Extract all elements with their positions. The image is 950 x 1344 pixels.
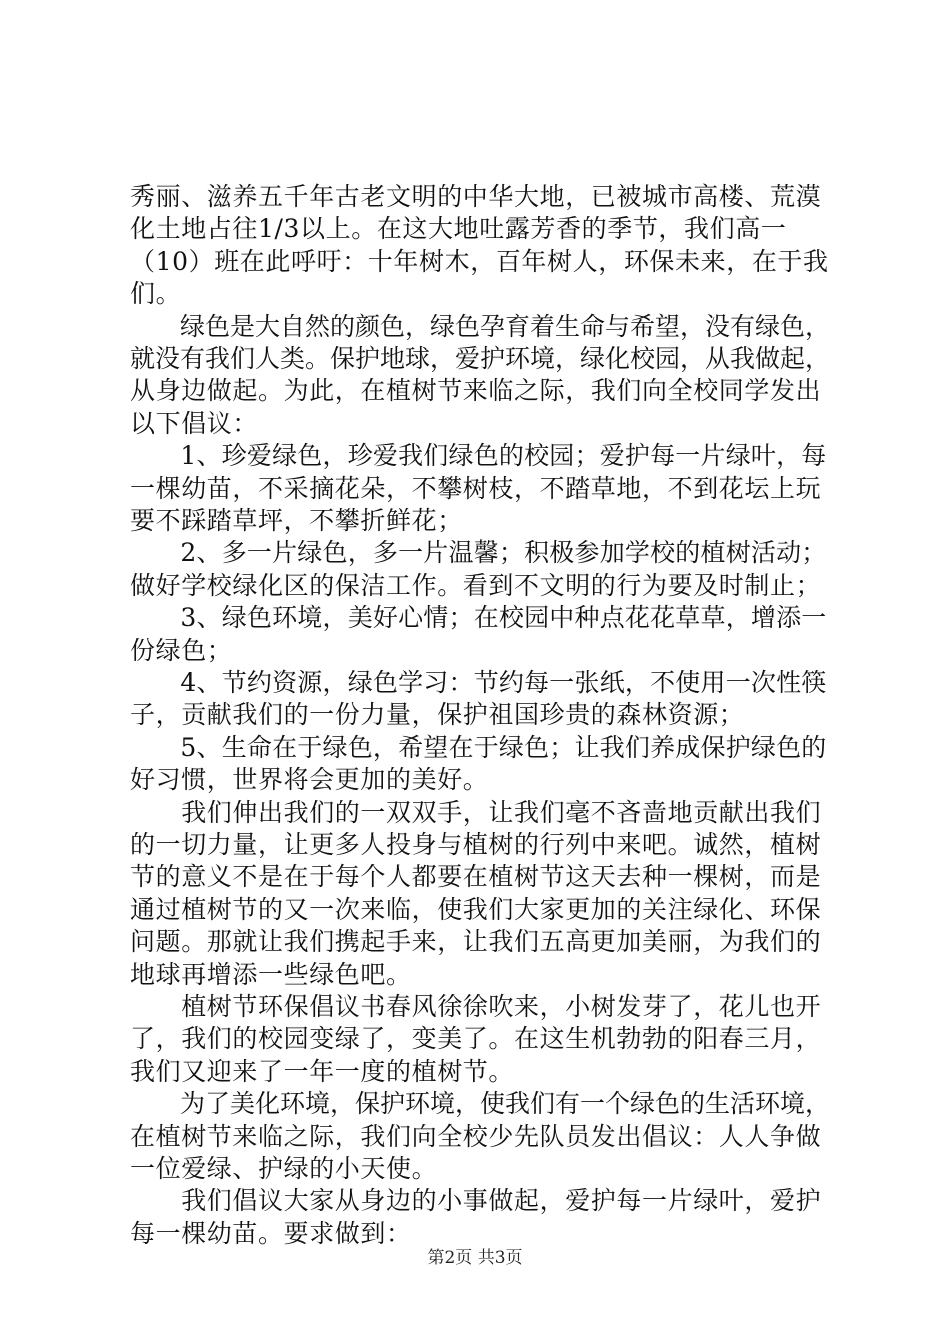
- text-line: 每一棵幼苗。要求做到：: [130, 1219, 412, 1248]
- text-line: 节的意义不是在于每个人都要在植树节这天去种一棵树，而是: [130, 862, 822, 891]
- text-line: 一棵幼苗，不采摘花朵，不攀树枝，不踏草地，不到花坛上玩: [130, 474, 822, 503]
- text-line: 做好学校绿化区的保洁工作。看到不文明的行为要及时制止；: [130, 571, 822, 600]
- text-line: 为了美化环境，保护环境，使我们有一个绿色的生活环境，: [130, 1089, 831, 1118]
- text-line: 一位爱绿、护绿的小天使。: [130, 1154, 438, 1183]
- text-line: 地球再增添一些绿色吧。: [130, 960, 412, 989]
- page-footer: 第2页 共3页: [427, 1248, 523, 1268]
- text-line: 问题。那就让我们携起手来，让我们五高更加美丽，为我们的: [130, 927, 822, 956]
- text-line: 要不踩踏草坪，不攀折鲜花；: [130, 506, 463, 535]
- text-line: 好习惯，世界将会更加的美好。: [130, 765, 489, 794]
- text-line: 1、珍爱绿色，珍爱我们绿色的校园；爱护每一片绿叶，每: [130, 441, 827, 470]
- text-line: （10）班在此呼吁：十年树木，百年树人，环保未来，在于我: [130, 247, 829, 276]
- text-line: 4、节约资源，绿色学习：节约每一张纸，不使用一次性筷: [130, 668, 827, 697]
- text-line: 我们伸出我们的一双双手，让我们毫不吝啬地贡献出我们: [130, 798, 822, 827]
- text-line: 绿色是大自然的颜色，绿色孕育着生命与希望，没有绿色，: [130, 312, 831, 341]
- text-line: 的一切力量，让更多人投身与植树的行列中来吧。诚然，植树: [130, 830, 822, 859]
- text-line: 我们倡议大家从身边的小事做起，爱护每一片绿叶，爱护: [130, 1186, 822, 1215]
- text-line: 5、生命在于绿色，希望在于绿色；让我们养成保护绿色的: [130, 733, 827, 762]
- text-line: 3、绿色环境，美好心情；在校园中种点花花草草，增添一: [130, 603, 827, 632]
- text-line: 通过植树节的又一次来临，使我们大家更加的关注绿化、环保: [130, 895, 822, 924]
- text-line: 了，我们的校园变绿了，变美了。在这生机勃勃的阳春三月，: [130, 1024, 822, 1053]
- text-line: 就没有我们人类。保护地球，爱护环境，绿化校园，从我做起，: [130, 344, 831, 373]
- text-line: 植树节环保倡议书春风徐徐吹来，小树发芽了，花儿也开: [130, 992, 822, 1021]
- text-line: 化土地占往1/3以上。在这大地吐露芳香的季节，我们高一: [130, 214, 787, 243]
- text-line: 子，贡献我们的一份力量，保护祖国珍贵的森林资源；: [130, 700, 745, 729]
- text-line: 2、多一片绿色，多一片温馨；积极参加学校的植树活动；: [130, 538, 827, 567]
- text-line: 从身边做起。为此，在植树节来临之际，我们向全校同学发出: [130, 376, 822, 405]
- text-line: 们。: [130, 279, 182, 308]
- text-line: 以下倡议：: [130, 409, 259, 438]
- text-line: 份绿色；: [130, 636, 233, 665]
- text-line: 秀丽、滋养五千年古老文明的中华大地，已被城市高楼、荒漠: [130, 182, 822, 211]
- text-line: 我们又迎来了一年一度的植树节。: [130, 1057, 515, 1086]
- text-line: 在植树节来临之际，我们向全校少先队员发出倡议：人人争做: [130, 1122, 822, 1151]
